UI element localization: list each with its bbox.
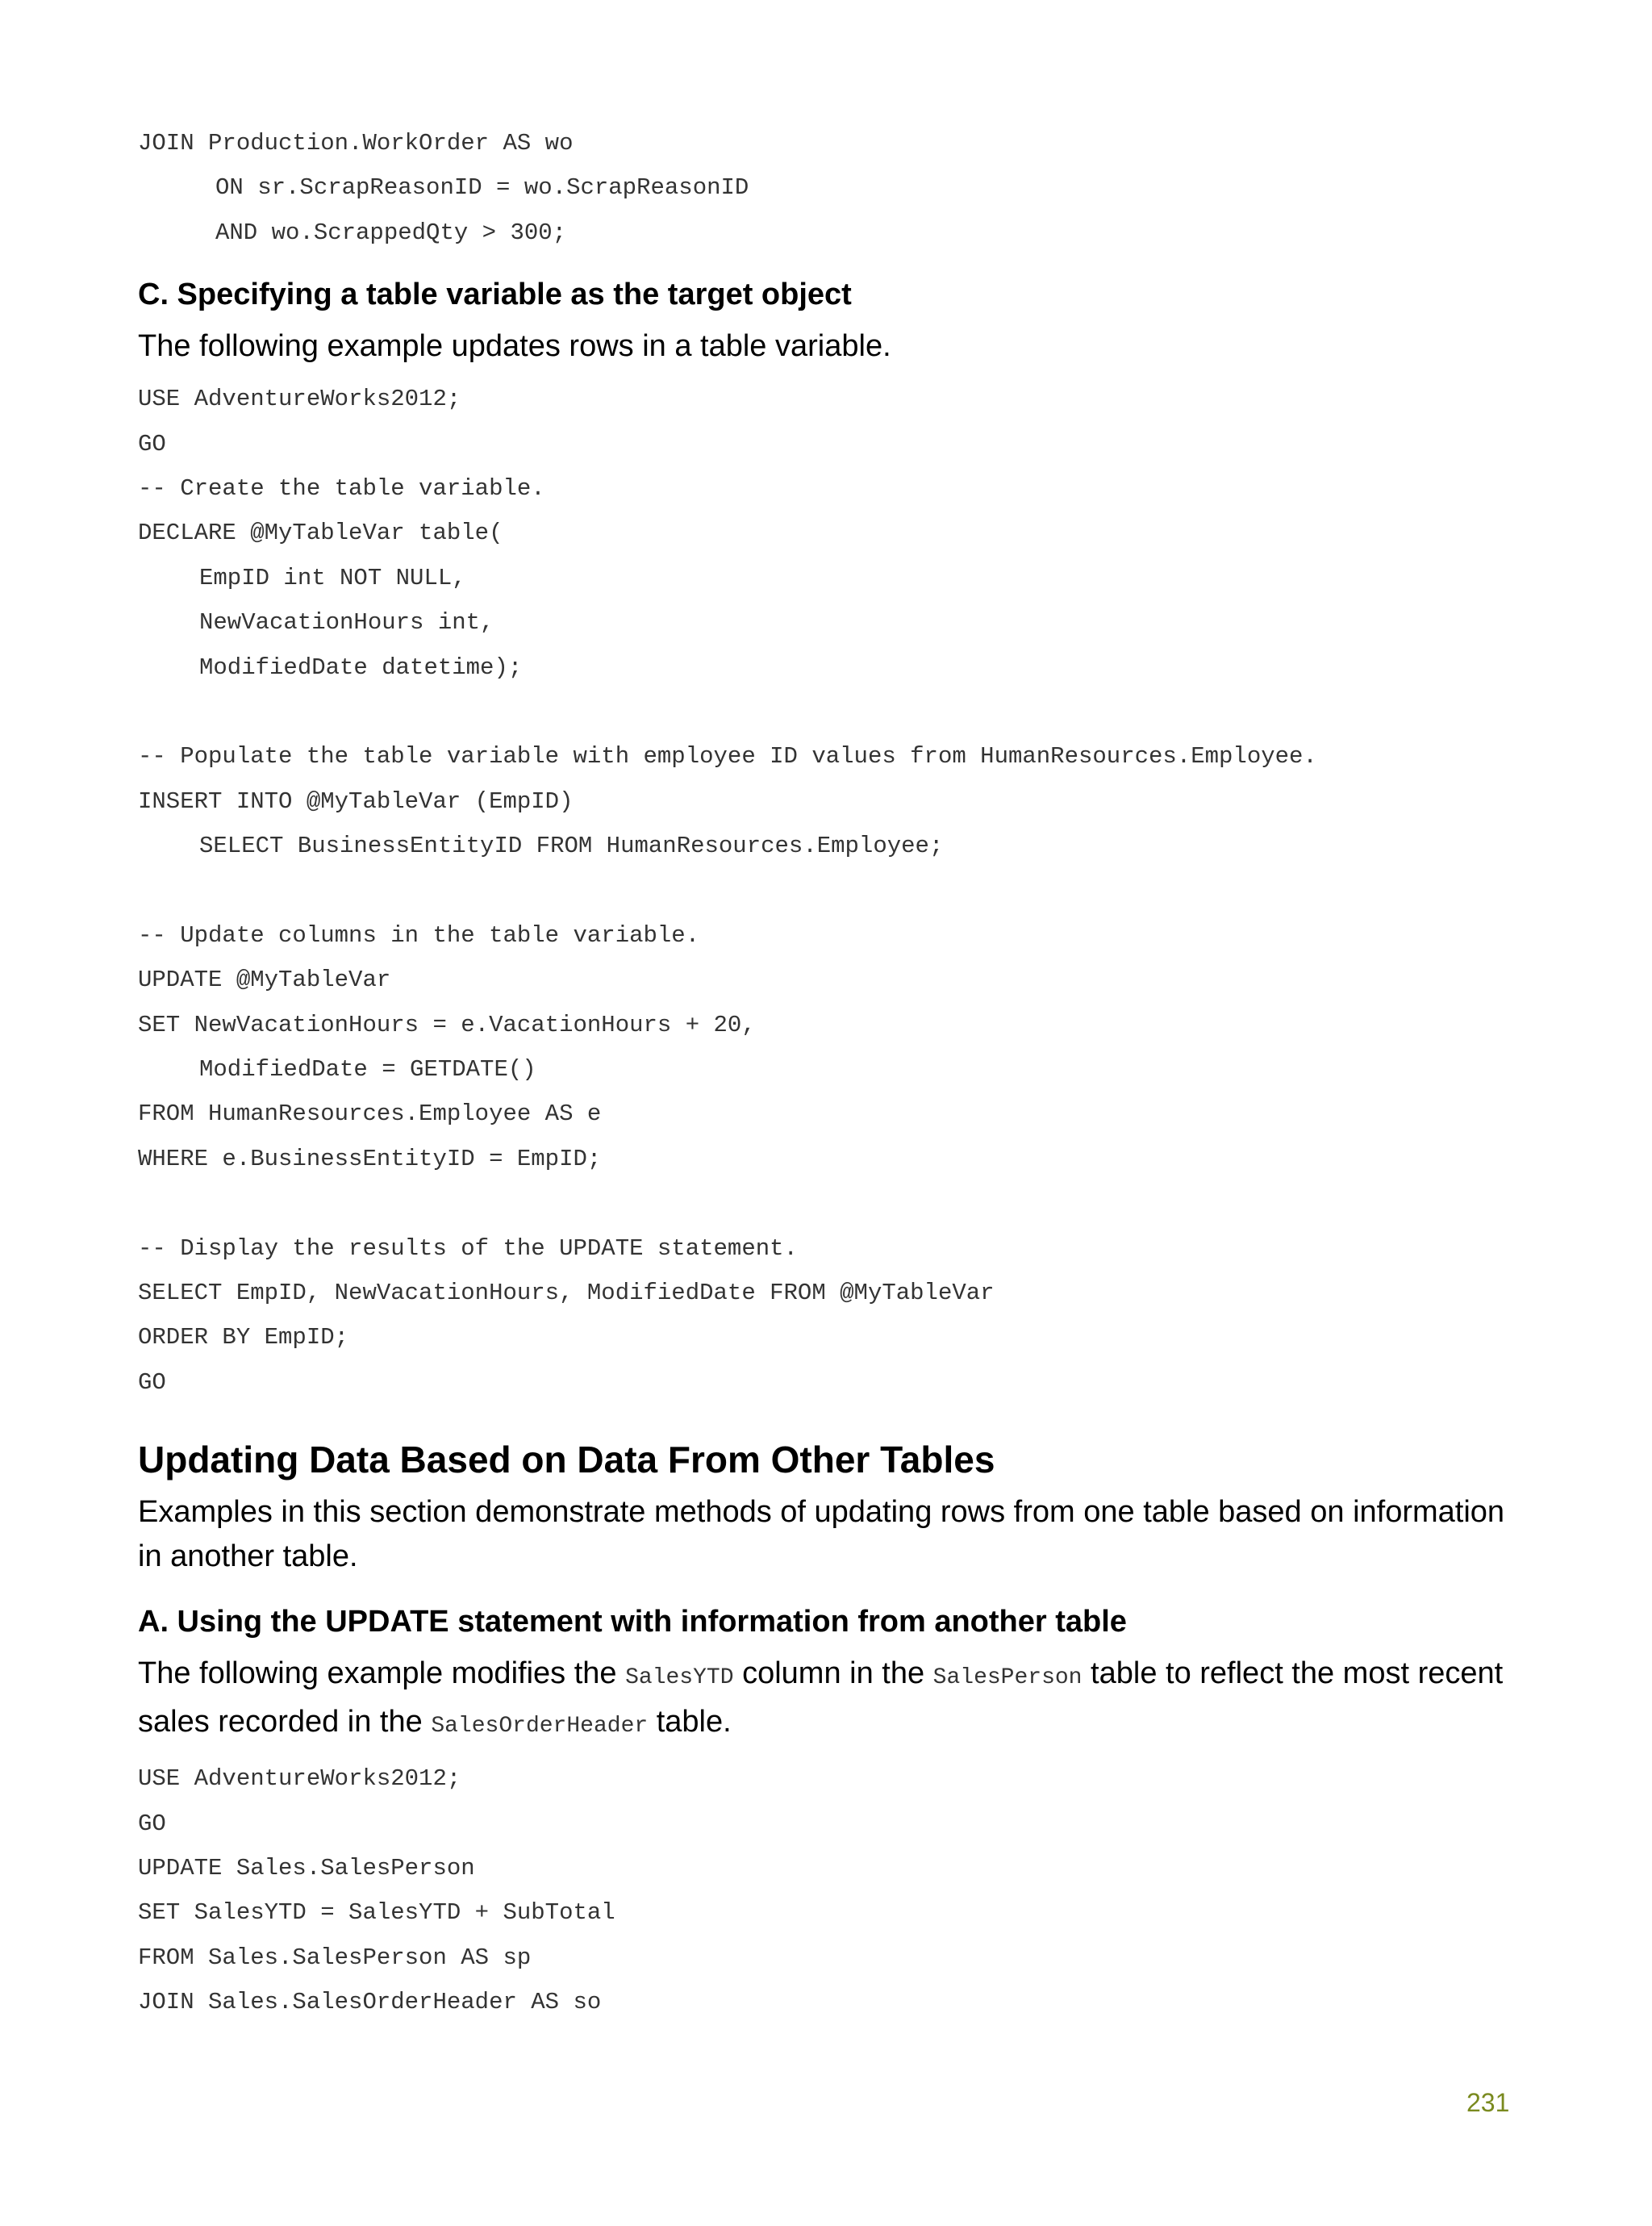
code-line: -- Populate the table variable with employee ID values from HumanResources.Employee. [138, 743, 1317, 771]
code-line-blank [138, 868, 1533, 913]
code-line: USE AdventureWorks2012; [138, 386, 461, 413]
code-line: SELECT BusinessEntityID FROM HumanResources.Employee; [199, 833, 944, 860]
section-a-description [138, 1652, 1533, 1748]
code-line: EmpID int NOT NULL, [199, 564, 466, 591]
code-line: FROM Sales.SalesPerson AS sp [138, 1944, 532, 1971]
section-c-heading: C. Specifying a table variable as the target object [138, 278, 852, 312]
code-line: INSERT INTO @MyTableVar (EmpID) [138, 787, 574, 815]
section-other-tables-description: Examples in this section demonstrate methods of updating rows from one table based on information in another table. [138, 1495, 1505, 1574]
code-line: JOIN Sales.SalesOrderHeader AS so [138, 1989, 602, 2016]
desc-text: The following example modifies the [138, 1656, 626, 1691]
page-number: 231 [1466, 2088, 1510, 2117]
code-line: ON sr.ScrapReasonID = wo.ScrapReasonID [215, 174, 749, 202]
code-line: -- Display the results of the UPDATE statement. [138, 1234, 798, 1262]
inline-code-salesperson: SalesPerson [932, 1665, 1083, 1691]
code-line: GO [138, 1368, 166, 1396]
code-line: GO [138, 430, 166, 457]
code-block-section-c [138, 377, 1533, 1405]
section-c-description: The following example updates rows in a table variable. [138, 329, 891, 364]
desc-text: column in the [733, 1656, 933, 1691]
code-line: SET SalesYTD = SalesYTD + SubTotal [138, 1899, 615, 1927]
code-line: FROM HumanResources.Employee AS e [138, 1100, 602, 1128]
code-block-top [138, 121, 1533, 255]
desc-text: table to reflect the most recent sales recorded in the [138, 1656, 1504, 1739]
code-line: JOIN Production.WorkOrder AS wo [138, 130, 574, 157]
code-line: USE AdventureWorks2012; [138, 1765, 461, 1793]
code-line: UPDATE @MyTableVar [138, 967, 391, 994]
document-page [138, 121, 1533, 2025]
code-line: -- Create the table variable. [138, 474, 545, 502]
code-line: ORDER BY EmpID; [138, 1324, 349, 1351]
code-line: -- Update columns in the table variable. [138, 921, 700, 949]
section-other-tables-heading: Updating Data Based on Data From Other Tables [138, 1439, 995, 1481]
section-a-heading: A. Using the UPDATE statement with information from another table [138, 1605, 1127, 1639]
code-line: NewVacationHours int, [199, 609, 494, 637]
code-line: WHERE e.BusinessEntityID = EmpID; [138, 1145, 602, 1172]
code-line-blank [138, 1181, 1533, 1226]
inline-code-salesytd: SalesYTD [625, 1665, 734, 1691]
inline-code-salesorderheader: SalesOrderHeader [431, 1714, 649, 1739]
code-line-blank [138, 690, 1533, 734]
code-line: AND wo.ScrappedQty > 300; [215, 219, 567, 246]
desc-text: table. [648, 1705, 732, 1739]
code-line: ModifiedDate datetime); [199, 654, 523, 681]
code-line: DECLARE @MyTableVar table( [138, 520, 503, 547]
code-line: SELECT EmpID, NewVacationHours, ModifiedDate FROM @MyTableVar [138, 1279, 995, 1306]
code-line: UPDATE Sales.SalesPerson [138, 1854, 475, 1881]
code-line: SET NewVacationHours = e.VacationHours + 20, [138, 1011, 756, 1038]
code-line: GO [138, 1810, 166, 1837]
code-line: ModifiedDate = GETDATE() [199, 1056, 536, 1084]
code-block-section-a [138, 1756, 1533, 2024]
